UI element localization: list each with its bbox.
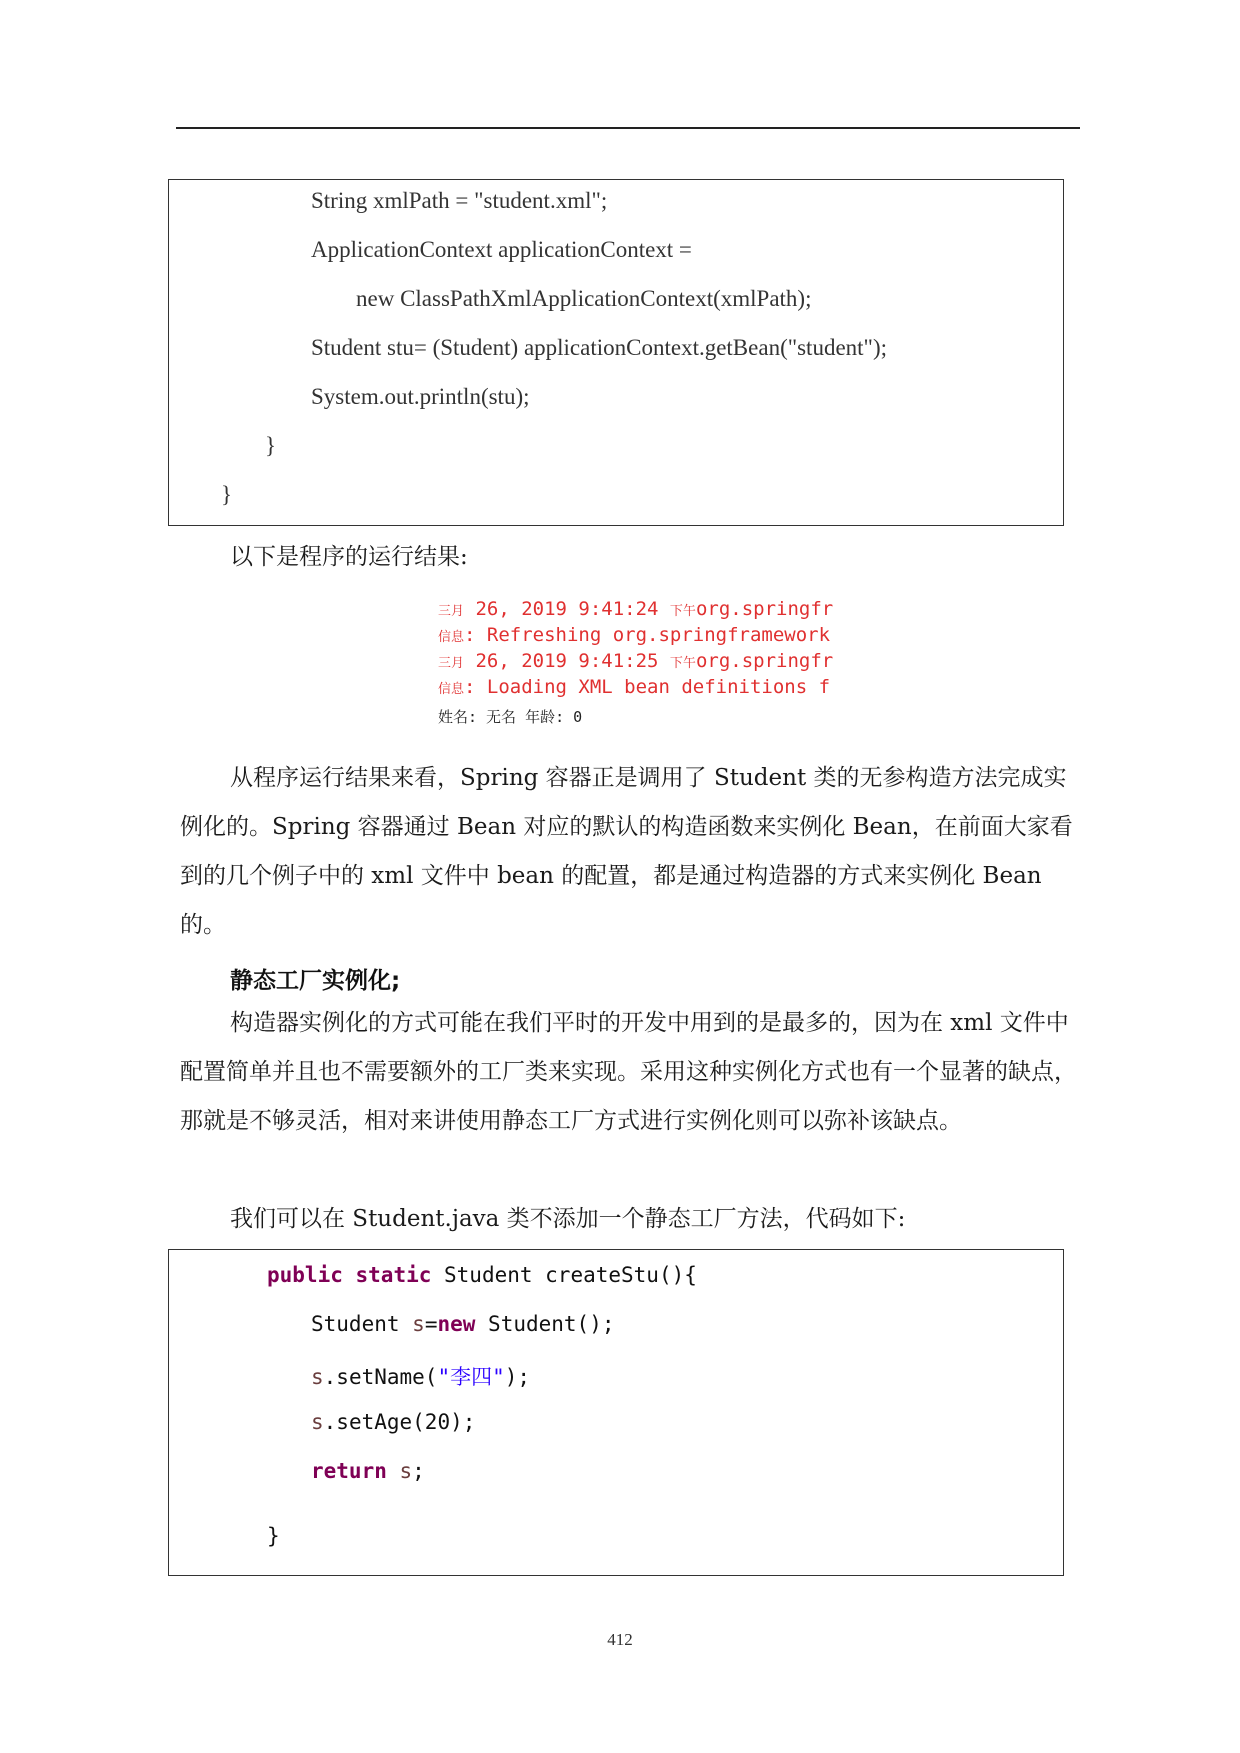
paragraph-2: 构造器实例化的方式可能在我们平时的开发中用到的是最多的，因为在 xml 文件中配置简单并且也不需要额外的工厂类来实现。采用这种实例化方式也有一个显著的缺点，那就是不够灵活，相对来讲使用静态工厂方式进行实例化则可以弥补该缺点。 — [180, 1010, 1077, 1134]
keyword: public — [267, 1263, 343, 1287]
console-label: 信息 — [438, 630, 465, 645]
console-time: 26, 2019 9:41:25 — [464, 650, 670, 672]
page-number: 412 — [607, 1630, 633, 1649]
console-msg: : Loading XML bean definitions f — [464, 676, 831, 698]
intro-text: 以下是程序的运行结果: — [230, 544, 468, 570]
console-src: org.springfr — [695, 650, 834, 672]
section-heading: 静态工厂实例化; — [230, 968, 401, 994]
console-line-1 — [438, 598, 833, 620]
code-line — [311, 1459, 425, 1483]
console-date: 三月 — [438, 604, 465, 619]
variable: s — [412, 1312, 425, 1336]
console-time: 26, 2019 9:41:24 — [464, 598, 670, 620]
console-pm: 下午 — [669, 656, 696, 671]
variable: s — [399, 1459, 413, 1483]
code-line: } — [267, 1524, 280, 1548]
code-block-2 — [168, 1249, 1064, 1576]
code-line: ApplicationContext applicationContext = — [311, 237, 692, 262]
code-line: Student stu= (Student) applicationContext.getBean("student"); — [311, 335, 887, 360]
console-line-4 — [438, 676, 830, 698]
console-line-2 — [438, 624, 830, 646]
code-line: } — [221, 482, 233, 507]
code-text: ); — [504, 1365, 531, 1389]
variable: s — [311, 1410, 324, 1434]
code-line — [311, 1312, 614, 1336]
string-literal: "李四" — [437, 1365, 505, 1389]
code-text: Student createStu(){ — [431, 1263, 697, 1287]
console-msg: : Refreshing org.springframework — [464, 624, 831, 646]
console-label: 信息 — [438, 682, 465, 697]
code-line: } — [265, 433, 277, 458]
paragraph-1: 从程序运行结果来看，Spring 容器正是调用了 Student 类的无参构造方法完成实例化的。Spring 容器通过 Bean 对应的默认的构造函数来实例化 Bean，在前面大家看到的几个例子中的 xml 文件中 bean 的配置，都是通过构造器的方式来实例化 Bean 的。 — [180, 765, 1073, 938]
variable: s — [311, 1365, 324, 1389]
console-date: 三月 — [438, 656, 465, 671]
code-line — [267, 1263, 697, 1287]
code-text: .setAge(20); — [323, 1410, 476, 1434]
code-line: System.out.println(stu); — [311, 384, 530, 409]
code-text: = — [424, 1312, 438, 1336]
code-text: .setName( — [323, 1365, 438, 1389]
code-line: String xmlPath = "student.xml"; — [311, 188, 608, 213]
console-line-3 — [438, 650, 833, 672]
keyword: static — [355, 1263, 432, 1287]
console-pm: 下午 — [669, 604, 696, 619]
keyword: return — [311, 1459, 387, 1483]
code-line — [311, 1361, 530, 1391]
header-rule — [176, 127, 1080, 129]
code-text: Student — [311, 1312, 413, 1336]
code-text: ; — [412, 1459, 425, 1483]
paragraph-3: 我们可以在 Student.java 类不添加一个静态工厂方法，代码如下: — [230, 1206, 906, 1232]
code-line: new ClassPathXmlApplicationContext(xmlPath); — [356, 286, 812, 311]
code-line — [311, 1410, 475, 1434]
console-src: org.springfr — [695, 598, 834, 620]
keyword: new — [437, 1312, 476, 1336]
console-output — [438, 596, 878, 742]
console-line-5: 姓名: 无名 年龄: 0 — [438, 708, 583, 726]
code-text: Student(); — [475, 1312, 615, 1336]
code-block-1 — [168, 179, 1064, 526]
